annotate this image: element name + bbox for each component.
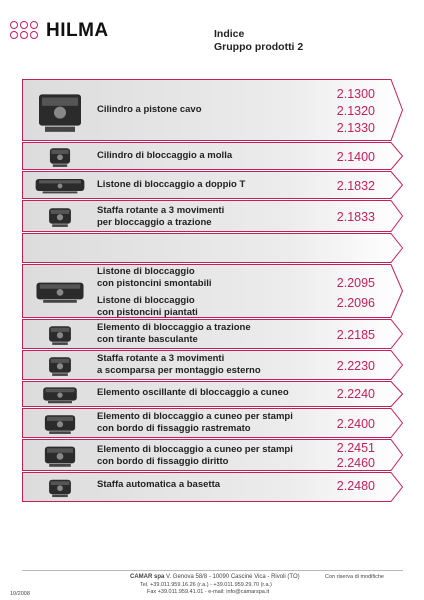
footer-address-line bbox=[130, 574, 300, 580]
product-row bbox=[22, 142, 403, 170]
product-code: 2.2185 bbox=[336, 328, 375, 342]
product-title: Elemento di bloccaggio a cuneo per stampi bbox=[97, 444, 293, 455]
product-title: Listone di bloccaggio bbox=[97, 295, 195, 306]
hollow-piston-cylinder-image bbox=[35, 84, 85, 136]
product-row bbox=[22, 439, 403, 471]
product-row bbox=[22, 408, 403, 438]
product-title: Staffa rotante a 3 movimenti bbox=[97, 353, 225, 364]
empty-band-row bbox=[22, 233, 403, 263]
product-row bbox=[22, 350, 403, 380]
product-title: Staffa automatica a basetta bbox=[97, 479, 221, 490]
product-code: 2.1832 bbox=[336, 179, 375, 193]
product-title: Elemento di bloccaggio a cuneo per stampi bbox=[97, 411, 293, 422]
product-code: 2.1330 bbox=[336, 121, 375, 135]
product-title: Cilindro a pistone cavo bbox=[97, 104, 202, 115]
product-code: 2.2230 bbox=[336, 359, 375, 373]
product-code: 2.2480 bbox=[336, 479, 375, 493]
product-row bbox=[22, 264, 403, 318]
footer-company: CAMAR spa bbox=[130, 574, 165, 580]
footer-tel: Tel. +39.011.959.16.26 (r.a.) - +39.011.959.29.70 (r.a.) bbox=[140, 582, 272, 588]
product-title: Cilindro di bloccaggio a molla bbox=[97, 150, 233, 161]
product-title: Listone di bloccaggio bbox=[97, 266, 195, 277]
product-code: 2.2240 bbox=[336, 387, 375, 401]
footer-date: 10/2008 bbox=[10, 591, 30, 597]
product-row bbox=[22, 200, 403, 232]
swing-clamp-image bbox=[47, 203, 73, 229]
product-code: 2.2460 bbox=[336, 456, 375, 470]
product-row bbox=[22, 171, 403, 199]
product-row bbox=[22, 381, 403, 407]
footer-divider bbox=[22, 570, 403, 571]
product-code: 2.1320 bbox=[336, 104, 375, 118]
header-title: Indice bbox=[214, 28, 245, 40]
brand-logo bbox=[10, 20, 109, 42]
product-title: Listone di bloccaggio a doppio T bbox=[97, 179, 246, 190]
oscillating-wedge-clamp-image bbox=[40, 383, 80, 405]
row-arrow-band bbox=[22, 233, 403, 263]
product-index-list bbox=[22, 79, 403, 503]
double-t-clamping-bar-image bbox=[31, 175, 89, 195]
product-title: con bordo di fissaggio diritto bbox=[97, 456, 229, 467]
brand-name: HILMA bbox=[46, 20, 109, 41]
clamping-bar-pistons-image bbox=[32, 277, 88, 305]
product-title: a scomparsa per montaggio esterno bbox=[97, 365, 261, 376]
footer-address: V. Genova 58/8 - 10090 Cascine Vica - Rivoli (TO) bbox=[166, 574, 300, 580]
product-code: 2.1300 bbox=[336, 87, 375, 101]
page-header bbox=[214, 28, 303, 54]
product-title: con bordo di fissaggio rastremato bbox=[97, 423, 251, 434]
product-code: 2.2096 bbox=[336, 296, 375, 310]
product-code: 2.2451 bbox=[336, 441, 375, 455]
hilma-logo-mark-icon bbox=[10, 21, 40, 41]
product-row bbox=[22, 79, 403, 141]
spring-clamping-cylinder-image bbox=[48, 143, 72, 169]
product-title: per bloccaggio a trazione bbox=[97, 217, 212, 228]
header-subtitle: Gruppo prodotti 2 bbox=[214, 41, 304, 53]
product-title: Elemento di bloccaggio a trazione bbox=[97, 322, 251, 333]
product-code: 2.1400 bbox=[336, 150, 375, 164]
product-title: Staffa rotante a 3 movimenti bbox=[97, 205, 225, 216]
product-code: 2.2400 bbox=[336, 417, 375, 431]
product-code: 2.2095 bbox=[336, 276, 375, 290]
product-title: con tirante basculante bbox=[97, 334, 198, 345]
retractable-swing-clamp-image bbox=[47, 352, 73, 378]
footer-fax: Fax +39.011.959.41.01 - e-mail: info@camarspa.it bbox=[147, 589, 270, 595]
product-title: Elemento oscillante di bloccaggio a cuneo bbox=[97, 387, 289, 398]
pull-clamp-element-image bbox=[47, 321, 73, 347]
product-title: con pistoncini smontabili bbox=[97, 278, 212, 289]
product-title: con pistoncini piantati bbox=[97, 307, 198, 318]
footer-note: Con riserva di modifiche bbox=[325, 574, 384, 580]
wedge-clamp-straight-image bbox=[42, 441, 78, 469]
product-row bbox=[22, 472, 403, 502]
wedge-clamp-tapered-image bbox=[42, 410, 78, 436]
automatic-base-clamp-image bbox=[47, 475, 73, 499]
product-row bbox=[22, 319, 403, 349]
product-code: 2.1833 bbox=[336, 210, 375, 224]
